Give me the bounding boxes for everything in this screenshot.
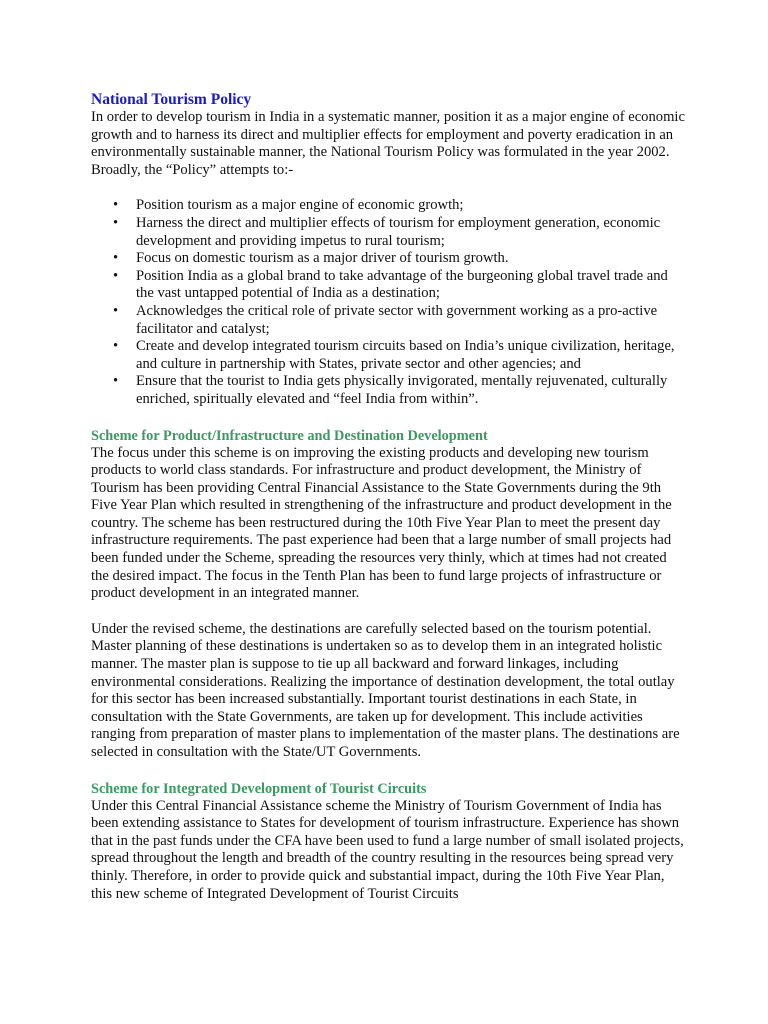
list-item: • Position tourism as a major engine of economic growth; — [136, 197, 688, 215]
list-item: • Acknowledges the critical role of private sector with government working as a pro-active facilitator and catalyst; — [136, 303, 688, 338]
spacer — [91, 409, 688, 427]
document-title: National Tourism Policy — [91, 91, 252, 108]
section2-paragraph-1: Under this Central Financial Assistance scheme the Ministry of Tourism Government of India has been extending assistance to States for development of tourism infrastructure. Experience has shown that in the past funds under the CFA have been used to fund a large number of small isolated projects, spread throughout the length and breadth of the country resulting in the resources being spread very thinly. Therefore, in order to provide quick and substantial impact, during the 10th Five Year Plan, this new scheme of Integrated Development of Tourist Circuits — [91, 797, 684, 902]
list-item: • Ensure that the tourist to India gets physically invigorated, mentally rejuvenated, culturally enriched, spiritually elevated and “feel India from within”. — [136, 373, 688, 408]
list-item: • Focus on domestic tourism as a major driver of tourism growth. — [136, 250, 688, 268]
section1-paragraph-1: The focus under this scheme is on improving the existing products and developing new tourism products to world class standards. For infrastructure and product development, the Ministry of Tourism has been providing Central Financial Assistance to the State Governments during the 9th Five Year Plan which resulted in strengthening of the infrastructure and product development in the country. The scheme has been restructured during the 10th Five Year Plan to meet the present day infrastructure requirements. The past experience had been that a large number of small projects had been funded under the Scheme, spreading the resources very thinly, which at times had not created the desired impact. The focus in the Tenth Plan has been to fund large projects of infrastructure or product development in an integrated manner. — [91, 444, 672, 602]
intro-paragraph: In order to develop tourism in India in a systematic manner, position it as a major engine of economic growth and to harness its direct and multiplier effects for employment and poverty eradication in an environmentally sustainable manner, the National Tourism Policy was formulated in the year 2002. Broadly, the “Policy” attempts to:- — [91, 109, 685, 178]
section-heading-tourist-circuits: Scheme for Integrated Development of Tourist Circuits — [91, 780, 427, 797]
policy-bullet-list — [91, 197, 688, 408]
section1-paragraph-2: Under the revised scheme, the destinations are carefully selected based on the tourism potential. Master planning of these destinations is undertaken so as to develop them in an integrated holistic manner. The master plan is suppose to tie up all backward and forward linkages, including environmental considerations. Realizing the importance of destination development, the total outlay for this sector has been increased substantially. Important tourist destinations in each State, in consultation with the State Governments, are taken up for development. This include activities ranging from preparation of master plans to implementation of the master plans. The destinations are selected in consultation with the State/UT Governments. — [91, 620, 680, 760]
list-item: • Position India as a global brand to take advantage of the burgeoning global travel trade and the vast untapped potential of India as a destination; — [136, 268, 688, 303]
spacer — [91, 762, 688, 780]
spacer — [91, 603, 688, 621]
spacer — [91, 179, 688, 197]
section-heading-destination-development: Scheme for Product/Infrastructure and Destination Development — [91, 427, 488, 444]
list-item: • Create and develop integrated tourism circuits based on India’s unique civilization, heritage, and culture in partnership with States, private sector and other agencies; and — [136, 338, 688, 373]
list-item: • Harness the direct and multiplier effects of tourism for employment generation, economic development and providing impetus to rural tourism; — [136, 215, 688, 250]
